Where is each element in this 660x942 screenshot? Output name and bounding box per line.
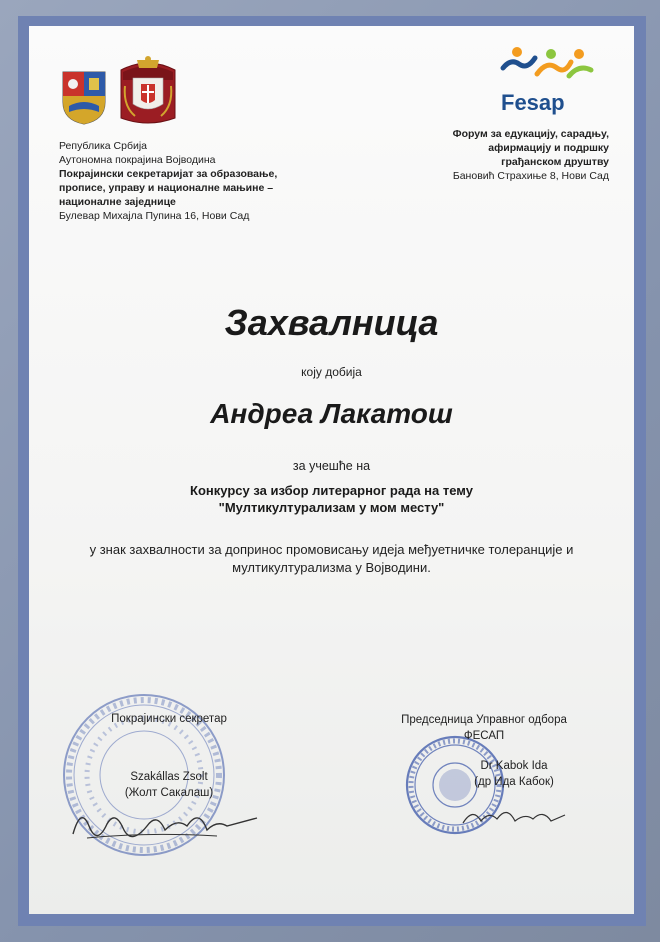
left-signature-icon (67, 796, 267, 846)
thanks-line1: у знак захвалности за допринос промовисању идеја међуетничке толеранције и (89, 542, 574, 557)
contest-description (29, 482, 634, 516)
left-signature-block (69, 711, 269, 801)
left-signer-name: Szakállas Zsolt (130, 771, 208, 783)
awarded-to-label: коју добија (301, 365, 362, 379)
left-org-country: Република Србија (59, 140, 148, 152)
left-signer-name-cyrillic: (Жолт Сакалаш) (124, 787, 214, 799)
recipient-name: Андреа Лакатош (210, 398, 453, 429)
fesap-logo-text: Fesap (501, 90, 565, 115)
right-signer-name: Dr Kabok Ida (480, 760, 548, 772)
left-org-secretariat-line2: прописе, управу и националне мањине – (59, 182, 274, 194)
certificate-title: Захвалница (224, 302, 439, 343)
vojvodina-coat-of-arms-icon (59, 68, 109, 126)
right-signer-role-line2: ФЕСАП (463, 730, 505, 742)
right-org-line2: афирмацију и подршку (488, 142, 609, 154)
thanks-line2: мултикултурализма у Војводини. (232, 560, 431, 575)
right-org-line3: грађанском друштву (501, 156, 609, 168)
left-org-address: Булевар Михајла Пупина 16, Нови Сад (59, 210, 250, 222)
left-org-secretariat-line3: националне заједнице (59, 196, 176, 208)
right-signature-icon (459, 801, 569, 831)
fesap-logo-icon (497, 44, 597, 90)
left-signer-role: Покрајински секретар (111, 713, 227, 725)
right-signer-role-line1: Председница Управног одбора (401, 714, 567, 726)
thanks-text (49, 541, 614, 577)
right-organization-block (409, 127, 609, 183)
certificate-paper (29, 26, 634, 914)
right-org-line1: Форум за едукацију, сарадњу, (452, 128, 609, 140)
serbia-coat-of-arms-icon (115, 56, 181, 128)
contest-line1: Конкурсу за избор литерарног рада на тему (190, 483, 473, 498)
left-organization-block (59, 139, 277, 223)
contest-theme: "Мултикултурализам у мом месту" (218, 500, 445, 515)
left-org-province: Аутономна покрајина Војводина (59, 154, 216, 166)
right-signer-name-cyrillic: (др Ида Кабок) (474, 776, 554, 788)
right-signature-block (369, 712, 599, 790)
left-org-secretariat-line1: Покрајински секретаријат за образовање, (59, 168, 278, 180)
participation-label: за учешће на (292, 459, 371, 473)
right-org-address: Бановић Страхиње 8, Нови Сад (452, 170, 609, 182)
